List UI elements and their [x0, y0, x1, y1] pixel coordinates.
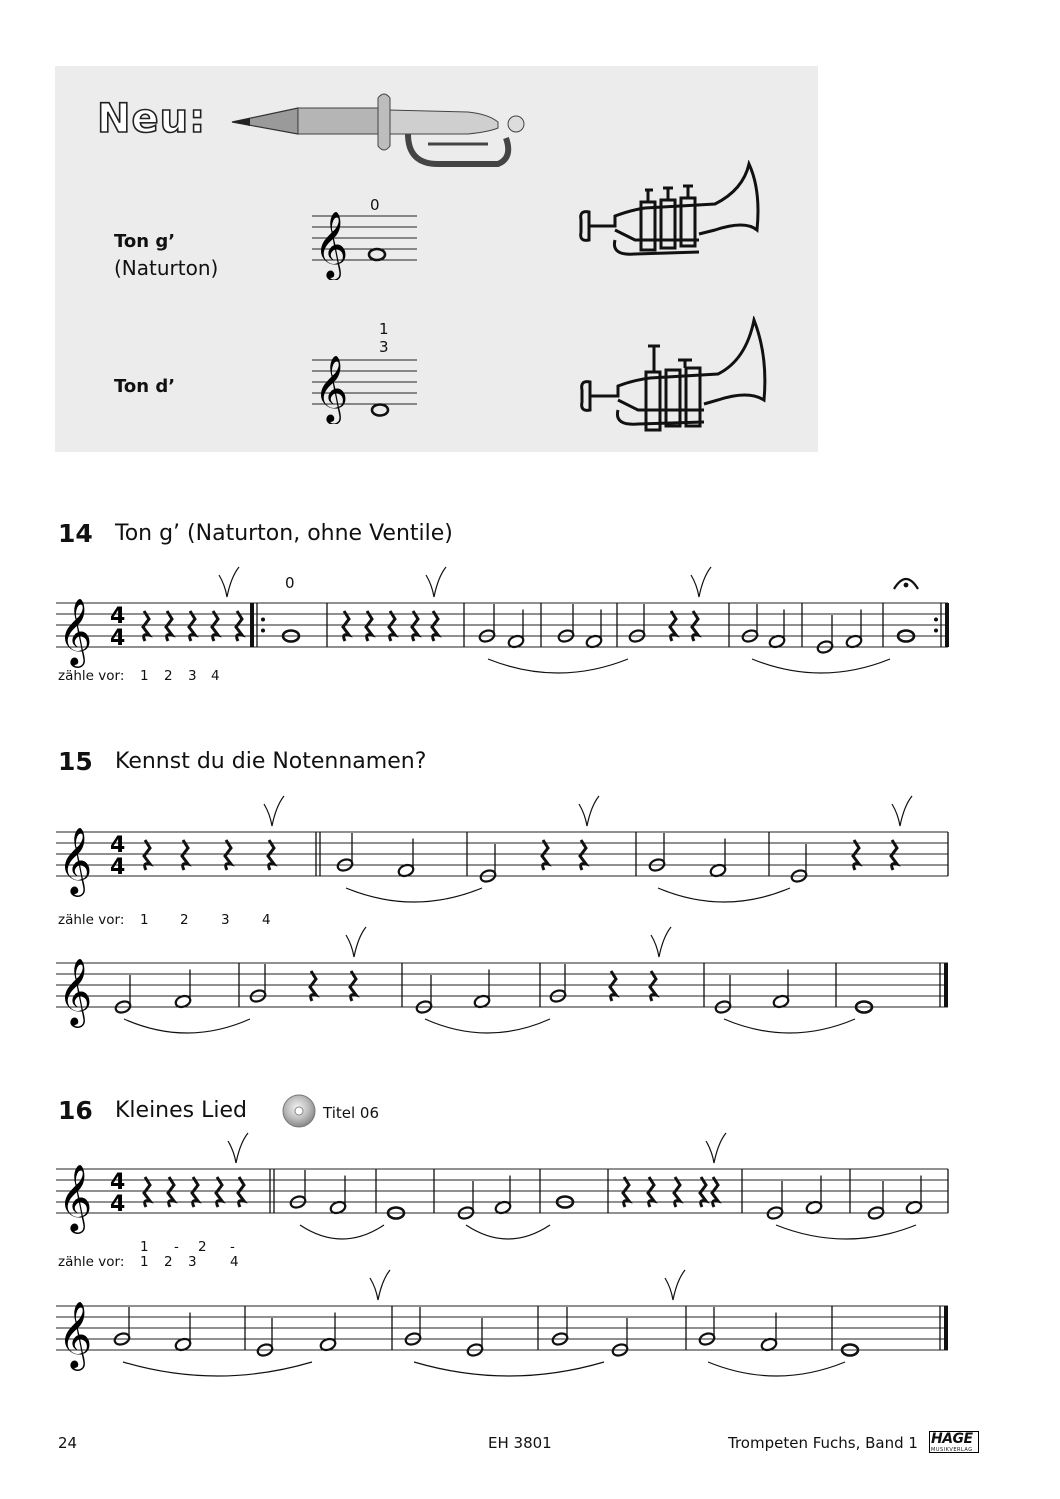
slur [124, 1019, 250, 1033]
new-heading: Neu: [97, 96, 207, 142]
exercise-15-number: 15 [58, 747, 93, 776]
treble-clef-icon: 𝄞 [58, 826, 93, 894]
note-d-fingering-bottom: 3 [379, 338, 389, 356]
time-signature: 4 [110, 855, 126, 880]
count-beat: 2 [164, 668, 173, 684]
time-signature: 4 [110, 833, 126, 858]
treble-clef-icon: 𝄞 [314, 354, 349, 422]
count-beat: 1 [140, 668, 149, 684]
breath-mark [892, 796, 912, 826]
slur [724, 1019, 855, 1033]
breath-mark [691, 567, 711, 597]
final-barline [944, 1306, 948, 1350]
exercise-16-title: Kleines Lied [115, 1098, 247, 1123]
count-beat: 3 [221, 912, 230, 928]
repeat-dot [261, 629, 265, 633]
count-beat: 2 [164, 1254, 173, 1270]
count-upper: 1 [140, 1239, 149, 1255]
exercise-14-title: Ton g’ (Naturton, ohne Ventile) [115, 521, 453, 546]
repeat-start-barline [250, 603, 254, 647]
exercise-15-title: Kennst du die Notennamen? [115, 749, 427, 774]
breath-mark [346, 927, 366, 957]
count-upper: - [230, 1239, 235, 1255]
slur [708, 1362, 845, 1376]
time-signature: 4 [110, 604, 126, 629]
repeat-dot [934, 629, 938, 633]
book-title: Trompeten Fuchs, Band 1 [728, 1434, 918, 1452]
publisher-name: HAGE [931, 1431, 973, 1447]
repeat-dot [934, 618, 938, 622]
count-beat: 1 [140, 1254, 149, 1270]
note-d-fingering-top: 1 [379, 320, 389, 338]
breath-mark [651, 927, 671, 957]
slur [425, 1019, 550, 1033]
treble-clef-icon: 𝄞 [58, 597, 93, 665]
note-d-label: Ton d’ [114, 376, 176, 397]
breath-mark [264, 796, 284, 826]
count-in-label: zähle vor: [58, 668, 125, 684]
edition-code: EH 3801 [488, 1434, 552, 1452]
exercise-14-fingering: 0 [285, 574, 295, 592]
slur [414, 1362, 604, 1376]
count-beat: 2 [180, 912, 189, 928]
breath-mark [579, 796, 599, 826]
exercise-16-number: 16 [58, 1096, 93, 1125]
slur [752, 659, 890, 673]
slur [123, 1362, 312, 1376]
repeat-end-barline [945, 603, 949, 647]
count-beat: 4 [262, 912, 271, 928]
count-in-label: zähle vor: [58, 912, 125, 928]
slur [466, 1225, 550, 1239]
count-upper: - [174, 1239, 179, 1255]
breath-mark [370, 1270, 390, 1300]
breath-mark [706, 1133, 726, 1163]
repeat-dot [261, 618, 265, 622]
count-beat: 3 [188, 668, 197, 684]
time-signature: 4 [110, 1170, 126, 1195]
final-barline [944, 963, 948, 1007]
treble-clef-icon: 𝄞 [58, 1163, 93, 1231]
publisher-sub: MUSIKVERLAG [931, 1447, 973, 1453]
note-g-label: Ton g’ [114, 231, 176, 252]
slur [300, 1225, 384, 1239]
treble-clef-icon: 𝄞 [314, 210, 349, 278]
breath-mark [426, 567, 446, 597]
time-signature: 4 [110, 1192, 126, 1217]
breath-mark [219, 567, 239, 597]
slur [658, 888, 790, 902]
count-in-label: zähle vor: [58, 1254, 125, 1270]
treble-clef-icon: 𝄞 [58, 957, 93, 1025]
page-number: 24 [58, 1434, 78, 1452]
slur [776, 1225, 916, 1239]
count-beat: 4 [211, 668, 220, 684]
fermata-dot [904, 583, 909, 588]
breath-mark [228, 1133, 248, 1163]
count-upper: 2 [198, 1239, 207, 1255]
cd-track-label: Titel 06 [323, 1104, 380, 1122]
note-g-fingering: 0 [370, 196, 380, 214]
exercise-14-number: 14 [58, 519, 93, 548]
treble-clef-icon: 𝄞 [58, 1300, 93, 1368]
breath-mark [665, 1270, 685, 1300]
time-signature: 4 [110, 626, 126, 651]
count-beat: 4 [230, 1254, 239, 1270]
count-beat: 1 [140, 912, 149, 928]
slur [346, 888, 482, 902]
count-beat: 3 [188, 1254, 197, 1270]
note-g-sub: (Naturton) [114, 256, 219, 280]
slur [488, 659, 628, 673]
